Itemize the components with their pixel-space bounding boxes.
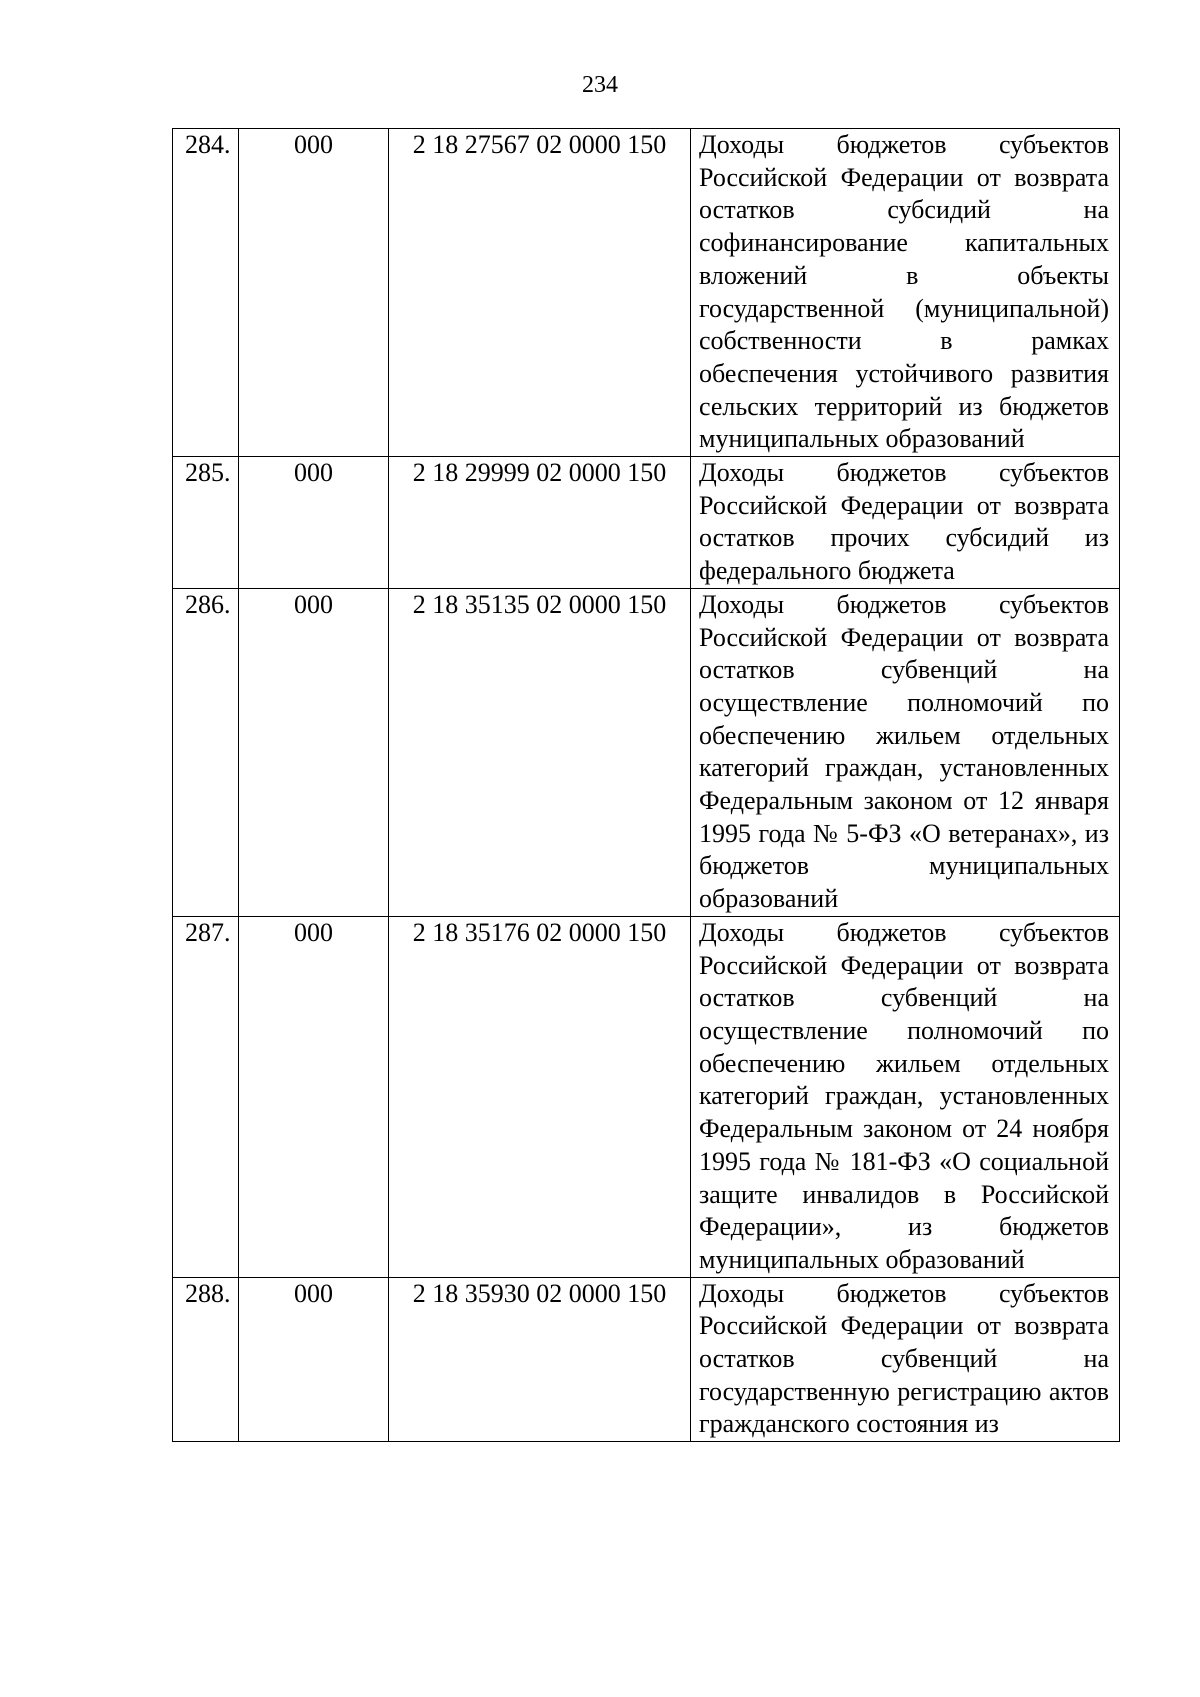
admin-code: 000 [239, 588, 389, 916]
budget-code: 2 18 35135 02 0000 150 [389, 588, 691, 916]
income-description: Доходы бюджетов субъектов Российской Федерации от возврата остатков субсидий на софинансирование капитальных вложений в объекты государственной (муниципальной) собственности в рамках обеспечения устойчивого развития сельских территорий из бюджетов муниципальных образований [691, 129, 1120, 457]
row-number: 286. [173, 588, 239, 916]
budget-code: 2 18 27567 02 0000 150 [389, 129, 691, 457]
income-description: Доходы бюджетов субъектов Российской Федерации от возврата остатков субвенций на осуществление полномочий по обеспечению жильем отдельных категорий граждан, установленных Федеральным законом от 12 января 1995 года № 5-ФЗ «О ветеранах», из бюджетов муниципальных образований [691, 588, 1120, 916]
page-number: 234 [582, 72, 618, 98]
admin-code: 000 [239, 129, 389, 457]
table-row [173, 1277, 1120, 1442]
table-row [173, 916, 1120, 1277]
budget-code: 2 18 35930 02 0000 150 [389, 1277, 691, 1442]
row-number: 287. [173, 916, 239, 1277]
table-row [173, 588, 1120, 916]
admin-code: 000 [239, 457, 389, 589]
admin-code: 000 [239, 916, 389, 1277]
budget-income-table [172, 128, 1120, 1442]
table-row [173, 457, 1120, 589]
row-number: 284. [173, 129, 239, 457]
income-description: Доходы бюджетов субъектов Российской Федерации от возврата остатков субвенций на государственную регистрацию актов гражданского состояния из [691, 1277, 1120, 1442]
row-number: 288. [173, 1277, 239, 1442]
budget-code: 2 18 29999 02 0000 150 [389, 457, 691, 589]
income-description: Доходы бюджетов субъектов Российской Федерации от возврата остатков субвенций на осуществление полномочий по обеспечению жильем отдельных категорий граждан, установленных Федеральным законом от 24 ноября 1995 года № 181-ФЗ «О социальной защите инвалидов в Российской Федерации», из бюджетов муниципальных образований [691, 916, 1120, 1277]
admin-code: 000 [239, 1277, 389, 1442]
income-description: Доходы бюджетов субъектов Российской Федерации от возврата остатков прочих субсидий из федерального бюджета [691, 457, 1120, 589]
row-number: 285. [173, 457, 239, 589]
table-row [173, 129, 1120, 457]
budget-code: 2 18 35176 02 0000 150 [389, 916, 691, 1277]
